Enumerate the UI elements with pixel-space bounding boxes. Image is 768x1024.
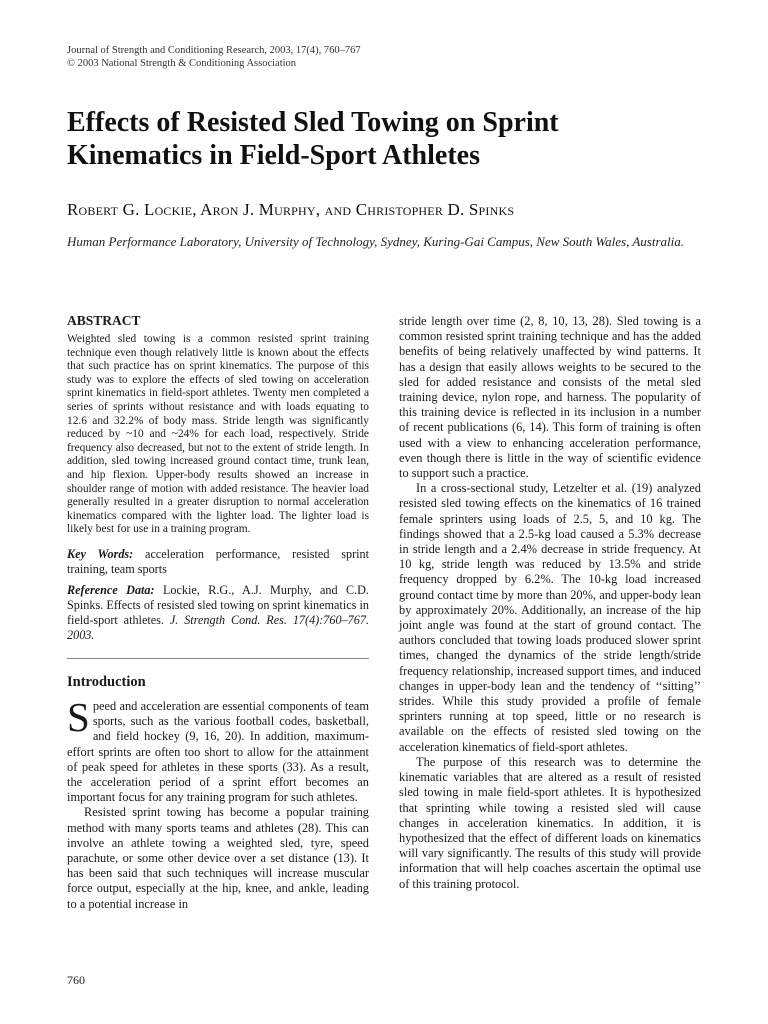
right-column [399, 314, 701, 892]
journal-citation: Journal of Strength and Conditioning Research, 2003, 17(4), 760–767 [67, 45, 361, 56]
intro-paragraph-1-text: peed and acceleration are essential components of team sports, such as the various football codes, basketball, and field hockey (9, 16, 20). In addition, maximum-effort sprints are often too short to allow for the attainment of peak speed for athletes in these sports (33). As a result, the acceleration period of a sprint effort becomes an important focus for any training program for such athletes. [67, 698, 369, 805]
article-title [67, 106, 707, 172]
reference-text: Lockie, R.G., A.J. Murphy, and C.D. Spinks. Effects of resisted sled towing on sprint kinematics in field-sport athletes. [67, 582, 369, 627]
keywords-label: Key Words: [67, 546, 134, 561]
author-list: Robert G. Lockie, Aron J. Murphy, and Christopher D. Spinks [67, 200, 515, 219]
reference-citation: J. Strength Cond. Res. 17(4):760–767. 2003. [67, 612, 369, 642]
introduction-heading: Introduction [67, 673, 146, 690]
section-divider [67, 658, 369, 659]
abstract-text: Weighted sled towing is a common resisted sprint training technique even though relatively little is known about the effects that such practice has on sprint kinematics. The purpose of this study was to explore the effects of sled towing on acceleration sprint kinematics in field-sport athletes. Twenty men completed a series of sprints without resistance and with loads equating to 12.6 and 32.2% of body mass. Stride length was significantly reduced by ~10 and ~24% for each load, respectively. Stride frequency also decreased, but not to the extent of stride length. In addition, sled towing increased ground contact time, trunk lean, and hip flexion. Upper-body results showed an increase in shoulder range of motion with added resistance. The heavier load generally resulted in a greater disruption to normal acceleration kinematics compared with the lighter load. The lighter load is likely best for use in a training program. [67, 333, 369, 536]
intro-paragraph-5: The purpose of this research was to determine the kinematic variables that are altered as a result of resisted sled towing in male field-sport athletes. It is hypothesized that sprinting while towing a resisted sled will cause changes in acceleration kinematics. In addition, it is hypothesized that the effect of different loads on kinematics will vary significantly. The results of this study will provide information that will help coaches ascertain the optimal use of this training protocol. [399, 754, 701, 891]
intro-paragraph-1 [67, 693, 369, 805]
keywords-text: acceleration performance, resisted sprint training, team sports [67, 546, 369, 576]
drop-cap: S [67, 693, 90, 740]
intro-paragraph-3: stride length over time (2, 8, 10, 13, 28). Sled towing is a common resisted sprint training technique and has the added benefits of being relatively unaffected by wind patterns. It has a design that easily allows weights to be secured to the sled for added resistance and consists of the metal sled training device, nylon rope, and harness. The popularity of this training device is reflected in its inclusion in a number of recent publications (6, 14). This form of training is often used with a view to enhancing acceleration performance, even though there is little in the way of scientific evidence to support such a practice. [399, 314, 701, 481]
intro-paragraph-4: In a cross-sectional study, Letzelter et al. (19) analyzed resisted sled towing effects on the kinematics of 16 trained female sprinters using loads of 2.5, 5, and 10 kg. The findings showed that a 2.5-kg load caused a 5.3% decrease in stride length and a 2.4% decrease in stride frequency. At 10 kg, stride length was reduced by 13.5% and stride frequency dropped by 6.2%. The 10-kg load increased ground contact time by more than 20%, and upper-body lean by approximately 20%. Additionally, an increase of the hip joint angle was found at the start of ground contact. The authors concluded that towing loads produced slower sprint times, changed the dynamics of the stride length/stride frequency relationship, increased support times, and induced changes in upper-body lean and the tendency of ‘‘sitting’’ strides. While this study provided a profile of female sprinters running at top speed, little or no research is available on the effects of resisted sled towing on the acceleration kinematics of field-sport athletes. [399, 481, 701, 754]
reference-label: Reference Data: [67, 582, 155, 597]
intro-paragraph-2: Resisted sprint towing has become a popular training method with many sports teams and athletes (28). This can involve an athlete towing a weighted sled, tyre, speed parachute, or some other device over a set distance (13). It has been said that such techniques will increase muscular force output, especially at the hip, knee, and ankle, leading to a potential increase in [67, 805, 369, 911]
abstract-heading: ABSTRACT [67, 313, 141, 328]
keywords [67, 547, 369, 577]
journal-header [67, 44, 361, 70]
page-number: 760 [67, 973, 85, 987]
copyright-line: © 2003 National Strength & Conditioning Association [67, 58, 297, 69]
title-line-2: Kinematics in Field-Sport Athletes [67, 140, 480, 171]
author-affiliation: Human Performance Laboratory, University of Technology, Sydney, Kuring-Gai Campus, New South Wales, Australia. [67, 234, 685, 249]
reference-data [67, 583, 369, 643]
left-column [67, 312, 369, 912]
title-line-1: Effects of Resisted Sled Towing on Sprint [67, 107, 559, 138]
